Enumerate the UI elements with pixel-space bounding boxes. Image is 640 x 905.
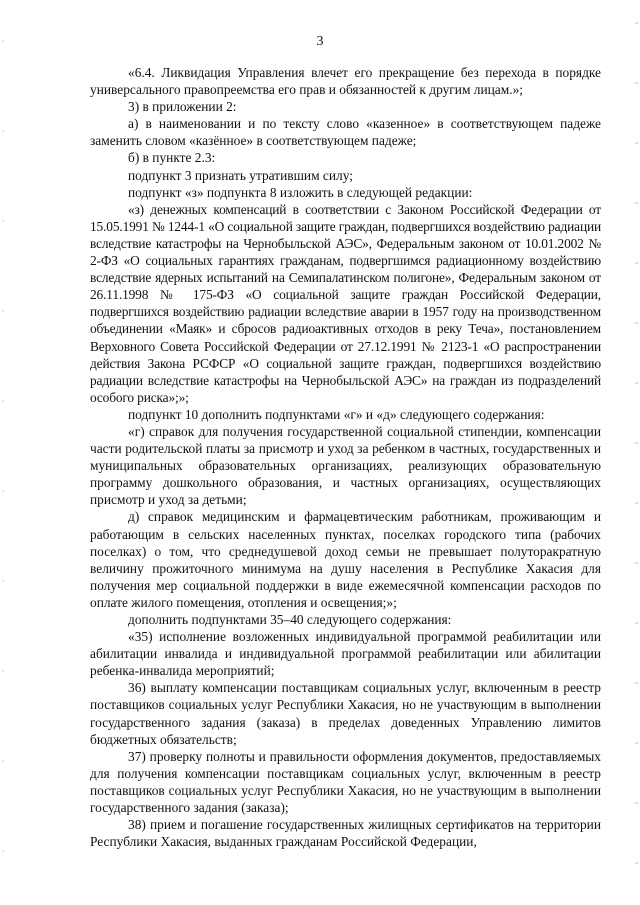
scan-edge-left	[2, 0, 4, 905]
paragraph-liquidation-clause: «6.4. Ликвидация Управления влечет его прекращение без перехода в порядке универсального правопреемства его прав и обязанностей к другим лицам.»;	[90, 65, 601, 98]
paragraph-add-subitems-35-40: дополнить подпунктами 35–40 следующего содержания:	[128, 612, 452, 627]
paragraph-item-35: «35) исполнение возложенных индивидуальной программой реабилитации или абилитации инвалида и индивидуальной программой реабилитации или абилитации ребенка-инвалида мероприятий;	[90, 629, 601, 679]
scan-edge-right	[635, 0, 638, 905]
paragraph-item-38: 38) прием и погашение государственных жилищных сертификатов на территории Республики Хакасия, выданных гражданам Российской Федерации,	[90, 817, 601, 850]
paragraph-item-2-3: б) в пункте 2.3:	[128, 150, 216, 166]
paragraph-appendix-2: 3) в приложении 2:	[128, 99, 237, 115]
paragraph-subitem-z-new-wording: подпункт «з» подпункта 8 изложить в следующей редакции:	[128, 184, 473, 200]
paragraph-item-36: 36) выплату компенсации поставщикам социальных услуг, включенным в реестр поставщиков социальных услуг Республики Хакасия, но не участвующим в выполнении государственного задания (заказа) в пределах доведенных Управлению лимитов бюджетных обязательств;	[90, 680, 601, 747]
page-number: 3	[316, 34, 324, 49]
paragraph-item-d-certificates: д) справок медицинским и фармацевтическим работникам, проживающим и работающим в сельских населенных пунктах, поселках городского типа (рабочих поселках) о том, что среднедушевой доход семьи не превышает полуторакратную величину прожиточного минимума на душу населения в Республике Хакасия для получения мер социальной поддержки в виде ежемесячной компенсации расходов по оплате жилого помещения, отопления и освещения;»;	[90, 509, 601, 610]
paragraph-subitem-3-repealed: подпункт 3 признать утратившим силу;	[128, 167, 353, 183]
paragraph-rename-state-owned: а) в наименовании и по тексту слово «казенное» в соответствующем падеже заменить словом «казённое» в соответствующем падеже;	[90, 116, 601, 149]
paragraph-item-g-certificates: «г) справок для получения государственной социальной стипендии, компенсации части родительской платы за присмотр и уход за ребенком в частных, государственных и муниципальных образовательных организациях, реализующих образовательную программу дошкольного образования, и частных организациях, осуществляющих присмотр и уход за детьми;	[90, 423, 601, 508]
paragraph-monetary-compensations: «з) денежных компенсаций в соответствии с Законом Российской Федерации от 15.05.1991 № 1244-1 «О социальной защите граждан, подвергшихся воздействию радиации вследствие катастрофы на Чернобыльской АЭС», Федеральным законом от 10.01.2002 № 2-ФЗ «О социальных гарантиях гражданам, подвергшимся радиационному воздействию вследствие ядерных испытаний на Семипалатинском полигоне», Федеральным законом от 26.11.1998 № 175-ФЗ «О социальной защите граждан Российской Федерации, подвергшихся воздействию радиации вследствие аварии в 1957 году на производственном объединении «Маяк» и сбросов радиоактивных отходов в реку Теча», постановлением Верховного Совета Российской Федерации от 27.12.1991 № 2123-1 «О распространении действия Закона РСФСР «О социальной защите граждан, подвергшихся воздействию радиации вследствие катастрофы на Чернобыльской АЭС» на граждан из подразделений особого риска»;»;	[90, 201, 601, 405]
document-body	[90, 64, 601, 850]
paragraph-item-37: 37) проверку полноты и правильности оформления документов, предоставляемых для получения компенсации поставщикам социальных услуг, включенным в реестр поставщиков социальных услуг Республики Хакасия, но не участвующим в выполнении государственного задания (заказа);	[90, 748, 601, 816]
paragraph-subitem-10-additions: подпункт 10 дополнить подпунктами «г» и «д» следующего содержания:	[128, 406, 545, 422]
